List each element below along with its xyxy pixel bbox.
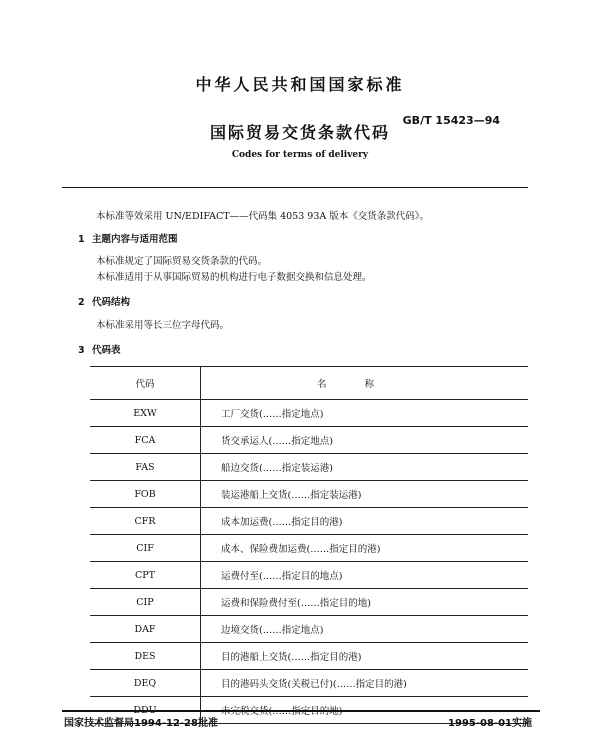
row-name: 运费付至(……指定目的地点) <box>201 562 529 589</box>
intro-paragraph: 本标准等效采用 UN/EDIFACT——代码集 4053 93A 版本《交货条款代码》。 <box>96 211 430 222</box>
row-code: FOB <box>90 481 201 508</box>
section-1-paragraph: 本标准规定了国际贸易交货条款的代码。 <box>96 256 268 267</box>
row-code: CFR <box>90 508 201 535</box>
column-header-code: 代码 <box>90 367 201 400</box>
row-name: 成本、保险费加运费(……指定目的港) <box>201 535 529 562</box>
section-1-heading <box>78 231 178 245</box>
table-row <box>90 400 528 427</box>
section-1-paragraph: 本标准适用于从事国际贸易的机构进行电子数据交换和信息处理。 <box>96 272 372 283</box>
row-code: EXW <box>90 400 201 427</box>
approval-note: 国家技术监督局1994-12-28批准 <box>64 718 218 729</box>
table-header-row <box>90 367 528 400</box>
row-name: 目的港船上交货(……指定目的港) <box>201 643 529 670</box>
table-row <box>90 427 528 454</box>
row-code: DDU <box>90 697 201 724</box>
section-1-number: 1 <box>78 234 85 245</box>
row-name: 边境交货(……指定地点) <box>201 616 529 643</box>
row-code: FAS <box>90 454 201 481</box>
section-2-number: 2 <box>78 297 85 308</box>
national-standard-heading: 中华人民共和国国家标准 <box>195 75 405 94</box>
footer-divider <box>62 710 540 712</box>
row-name: 运费和保险费付至(……指定目的地) <box>201 589 529 616</box>
implementation-date: 1995-08-01实施 <box>448 718 532 729</box>
row-code: DES <box>90 643 201 670</box>
code-table <box>90 366 528 724</box>
section-2-title: 代码结构 <box>92 297 131 308</box>
row-name: 未完税交货(……指定目的地) <box>201 697 529 724</box>
row-code: CIF <box>90 535 201 562</box>
section-2-paragraph: 本标准采用等长三位字母代码。 <box>96 320 230 331</box>
row-code: CIP <box>90 589 201 616</box>
table-row <box>90 670 528 697</box>
table-row <box>90 508 528 535</box>
table-row <box>90 481 528 508</box>
row-code: CPT <box>90 562 201 589</box>
table-row <box>90 454 528 481</box>
section-3-number: 3 <box>78 345 85 356</box>
row-name: 船边交货(……指定装运港) <box>201 454 529 481</box>
table-row <box>90 643 528 670</box>
document-title: 国际贸易交货条款代码 <box>209 123 390 142</box>
section-3-heading <box>78 342 121 356</box>
row-name: 装运港船上交货(……指定装运港) <box>201 481 529 508</box>
standard-number: GB/T 15423—94 <box>402 114 500 127</box>
row-name: 货交承运人(……指定地点) <box>201 427 529 454</box>
table-row <box>90 616 528 643</box>
row-name: 成本加运费(……指定目的港) <box>201 508 529 535</box>
header-divider <box>62 187 528 188</box>
document-title-english: Codes for terms of delivery <box>231 150 369 160</box>
row-code: DAF <box>90 616 201 643</box>
row-code: FCA <box>90 427 201 454</box>
row-name: 目的港码头交货(关税已付)(……指定目的港) <box>201 670 529 697</box>
row-name: 工厂交货(……指定地点) <box>201 400 529 427</box>
section-2-heading <box>78 294 130 308</box>
column-header-name: 名称 <box>201 367 529 400</box>
table-row <box>90 589 528 616</box>
section-1-title: 主题内容与适用范围 <box>92 234 178 245</box>
table-row <box>90 562 528 589</box>
table-row <box>90 535 528 562</box>
row-code: DEQ <box>90 670 201 697</box>
section-3-title: 代码表 <box>92 345 121 356</box>
